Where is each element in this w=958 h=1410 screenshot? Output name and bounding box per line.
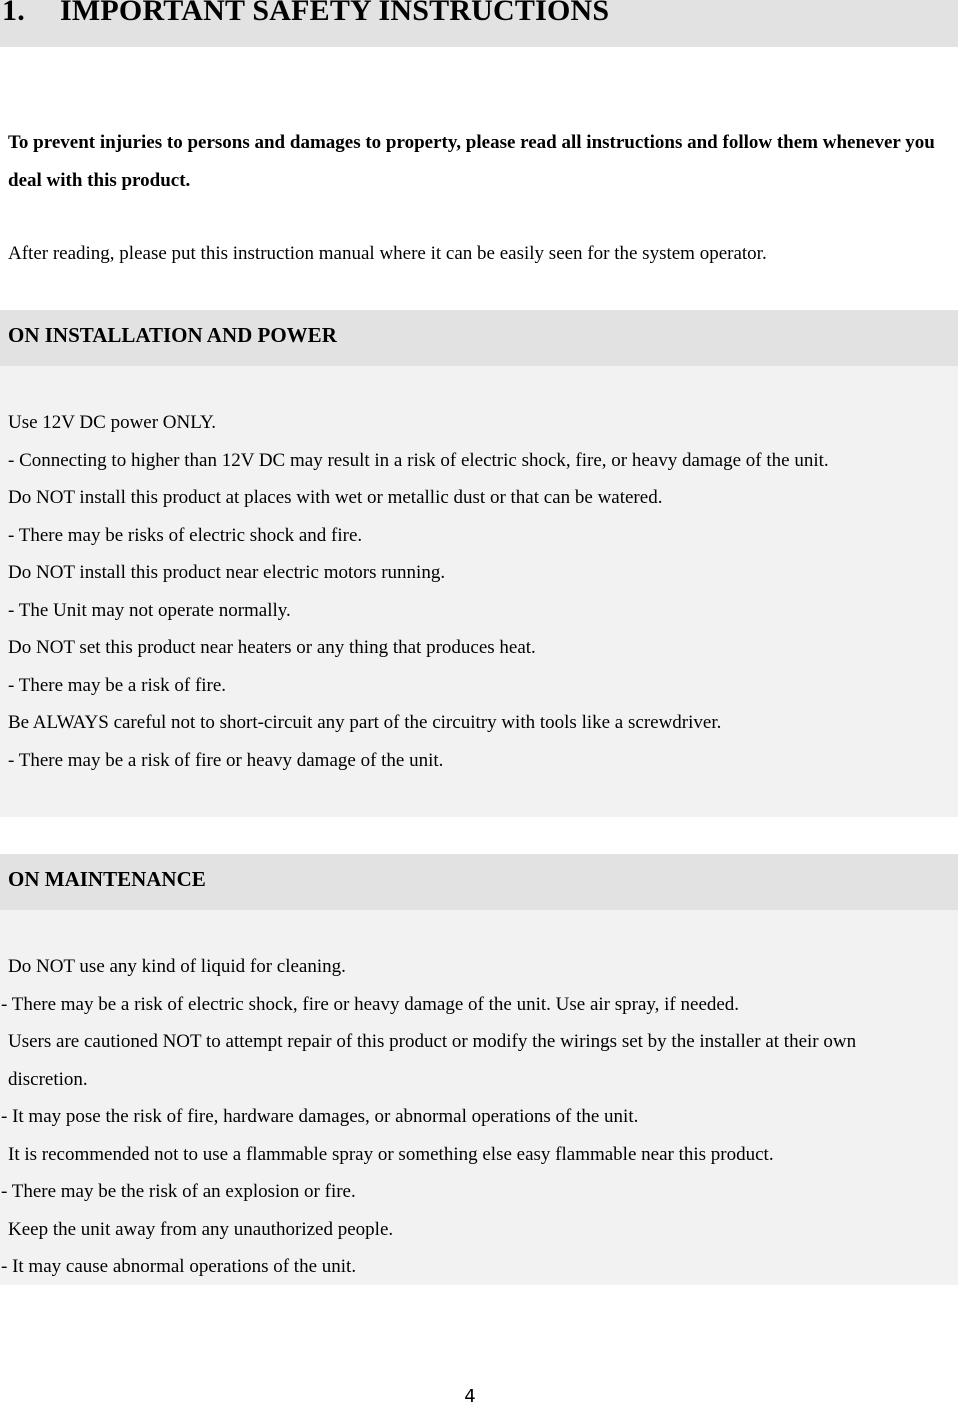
maintenance-line: Do NOT use any kind of liquid for cleaning. <box>8 956 346 977</box>
installation-line: - There may be a risk of fire or heavy damage of the unit. <box>8 749 444 771</box>
installation-line: - There may be risks of electric shock and fire. <box>8 524 363 546</box>
maintenance-heading: ON MAINTENANCE <box>8 867 206 891</box>
title-label: IMPORTANT SAFETY INSTRUCTIONS <box>60 0 610 27</box>
installation-line: Do NOT install this product at places with wet or metallic dust or that can be watered. <box>8 487 663 508</box>
maintenance-heading-bar <box>0 854 958 910</box>
maintenance-line: - There may be the risk of an explosion or fire. <box>1 1181 356 1202</box>
title-bar <box>0 0 958 47</box>
intro-note: After reading, please put this instruction manual where it can be easily seen for the system operator. <box>8 243 767 264</box>
installation-list <box>0 404 958 779</box>
installation-heading-bar <box>0 310 958 366</box>
installation-line: Use 12V DC power ONLY. <box>8 412 216 433</box>
installation-heading: ON INSTALLATION AND POWER <box>8 323 337 347</box>
installation-line: Do NOT install this product near electric motors running. <box>8 562 446 583</box>
installation-line: - The Unit may not operate normally. <box>8 599 291 621</box>
maintenance-line: discretion. <box>8 1068 88 1090</box>
page-number: 4 <box>464 1386 476 1407</box>
maintenance-line: Keep the unit away from any unauthorized people. <box>8 1218 394 1240</box>
installation-line: - Connecting to higher than 12V DC may result in a risk of electric shock, fire, or heavy damage of the unit. <box>8 449 829 471</box>
installation-line: - There may be a risk of fire. <box>8 674 227 696</box>
intro-warning: To prevent injuries to persons and damages to property, please read all instructions and follow them whenever you deal with this product. <box>8 132 935 191</box>
installation-line: Be ALWAYS careful not to short-circuit any part of the circuitry with tools like a screwdriver. <box>8 712 722 733</box>
maintenance-line: - There may be a risk of electric shock, fire or heavy damage of the unit. Use air spray, if needed. <box>1 993 740 1015</box>
maintenance-list <box>0 948 958 1286</box>
maintenance-line: It is recommended not to use a flammable spray or something else easy flammable near this product. <box>8 1143 774 1165</box>
maintenance-line: Users are cautioned NOT to attempt repair of this product or modify the wirings set by the installer at their own <box>8 1031 857 1052</box>
installation-line: Do NOT set this product near heaters or any thing that produces heat. <box>8 637 536 658</box>
title-number: 1. <box>2 0 25 27</box>
maintenance-line: - It may pose the risk of fire, hardware damages, or abnormal operations of the unit. <box>1 1106 639 1127</box>
maintenance-line: - It may cause abnormal operations of the unit. <box>1 1256 357 1277</box>
page-title <box>2 0 609 28</box>
